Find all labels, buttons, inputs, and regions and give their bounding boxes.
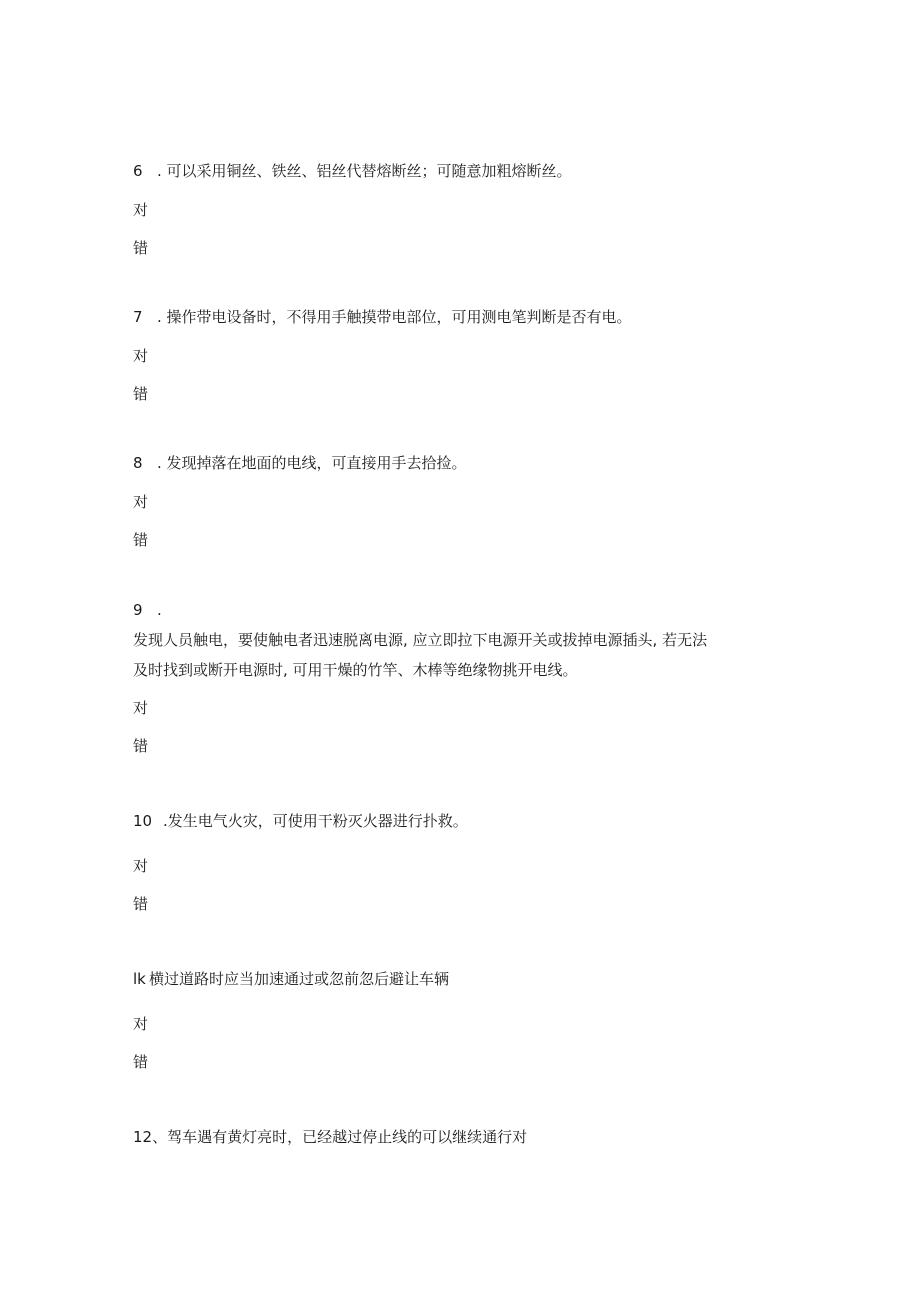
option-false[interactable]: 错	[133, 895, 149, 913]
question-9	[133, 600, 162, 620]
question-text-line: 发现人员触电，要使触电者迅速脱离电源, 应立即拉下电源开关或拔掉电源插头, 若无法	[133, 631, 708, 649]
question-text: .	[157, 601, 162, 619]
option-false[interactable]: 错	[133, 1053, 149, 1071]
question-text: . 发现掉落在地面的电线，可直接用手去拾捡。	[157, 454, 467, 472]
question-text-line: 及时找到或断开电源时, 可用干燥的竹竿、木棒等绝缘物挑开电线。	[133, 661, 578, 679]
question-number: 9	[133, 601, 143, 619]
question-number: 6	[133, 162, 143, 180]
question-text: .发生电气火灾，可使用干粉灭火器进行扑救。	[163, 812, 468, 830]
option-true[interactable]: 对	[133, 699, 149, 717]
question-8	[133, 453, 467, 473]
question-number: 10	[133, 812, 153, 830]
question-text: 驾车遇有黄灯亮时，已经越过停止线的可以继续通行对	[167, 1128, 528, 1146]
option-true[interactable]: 对	[133, 201, 149, 219]
option-true[interactable]: 对	[133, 493, 149, 511]
option-false[interactable]: 错	[133, 239, 149, 257]
question-number: 7	[133, 308, 143, 326]
option-true[interactable]: 对	[133, 1015, 149, 1033]
question-6	[133, 161, 572, 181]
question-text: . 操作带电设备时，不得用手触摸带电部位，可用测电笔判断是否有电。	[157, 308, 632, 326]
option-true[interactable]: 对	[133, 347, 149, 365]
option-false[interactable]: 错	[133, 737, 149, 755]
question-number: 8	[133, 454, 143, 472]
question-text: . 可以采用铜丝、铁丝、铝丝代替熔断丝；可随意加粗熔断丝。	[157, 162, 572, 180]
option-false[interactable]: 错	[133, 531, 149, 549]
question-number: 12、	[133, 1128, 168, 1146]
question-12	[133, 1127, 527, 1147]
question-11	[133, 969, 449, 989]
question-number: lk	[133, 970, 146, 988]
option-true[interactable]: 对	[133, 857, 149, 875]
option-false[interactable]: 错	[133, 385, 149, 403]
question-10	[133, 811, 468, 831]
question-7	[133, 307, 632, 327]
question-text: 横过道路时应当加速通过或忽前忽后避让车辆	[149, 970, 450, 988]
